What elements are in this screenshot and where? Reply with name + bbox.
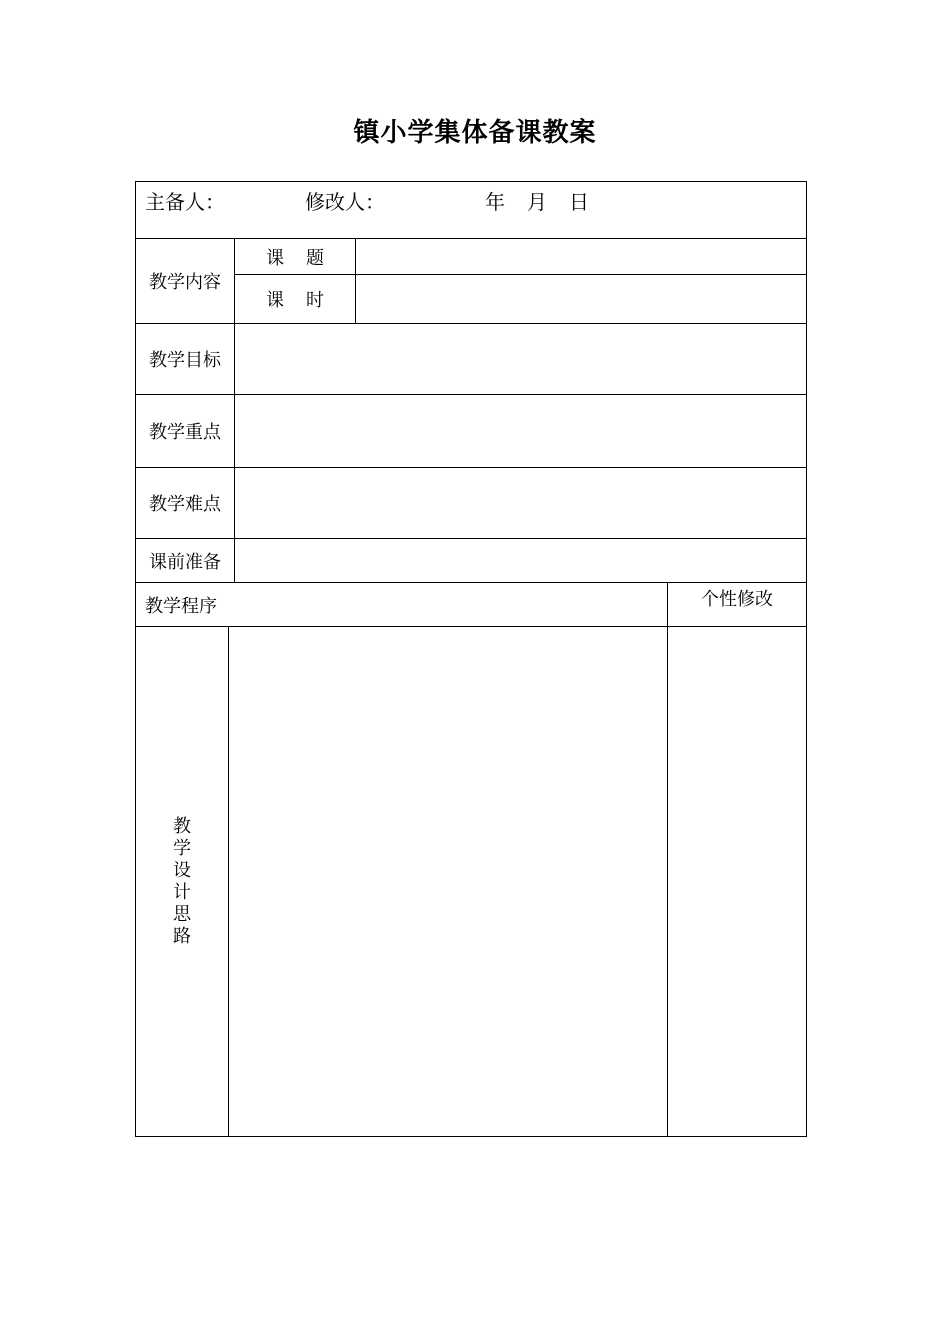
topic-field[interactable] [356, 239, 807, 275]
content-label: 教学内容 [136, 239, 235, 324]
objectives-label: 教学目标 [136, 324, 235, 395]
header-row [136, 182, 807, 239]
revision-field[interactable] [668, 627, 807, 1137]
lesson-plan-table [135, 181, 807, 1137]
key-points-row [136, 395, 807, 468]
objectives-row [136, 324, 807, 395]
design-field[interactable] [229, 627, 668, 1137]
preparation-row [136, 539, 807, 583]
key-points-label: 教学重点 [136, 395, 235, 468]
period-label: 课 时 [235, 275, 356, 324]
difficulties-row [136, 468, 807, 539]
key-points-field[interactable] [235, 395, 807, 468]
header-cell[interactable] [136, 182, 807, 239]
day-label: 日 [569, 190, 589, 214]
year-label: 年 [485, 190, 505, 214]
main-preparer-label: 主备人： [145, 190, 225, 214]
reviser-label: 修改人： [305, 190, 385, 214]
topic-row [136, 239, 807, 275]
difficulties-field[interactable] [235, 468, 807, 539]
period-field[interactable] [356, 275, 807, 324]
preparation-label: 课前准备 [136, 539, 235, 583]
month-label: 月 [527, 190, 547, 214]
design-label: 教 学 设 计 思 路 [136, 627, 229, 1137]
objectives-field[interactable] [235, 324, 807, 395]
revision-label: 个性修改 [668, 583, 807, 627]
page-title: 镇小学集体备课教案 [353, 118, 597, 148]
difficulties-label: 教学难点 [136, 468, 235, 539]
period-row [136, 275, 807, 324]
design-row [136, 627, 807, 1137]
procedure-header-row [136, 583, 807, 627]
procedure-label: 教学程序 [136, 583, 668, 627]
topic-label: 课 题 [235, 239, 356, 275]
preparation-field[interactable] [235, 539, 807, 583]
